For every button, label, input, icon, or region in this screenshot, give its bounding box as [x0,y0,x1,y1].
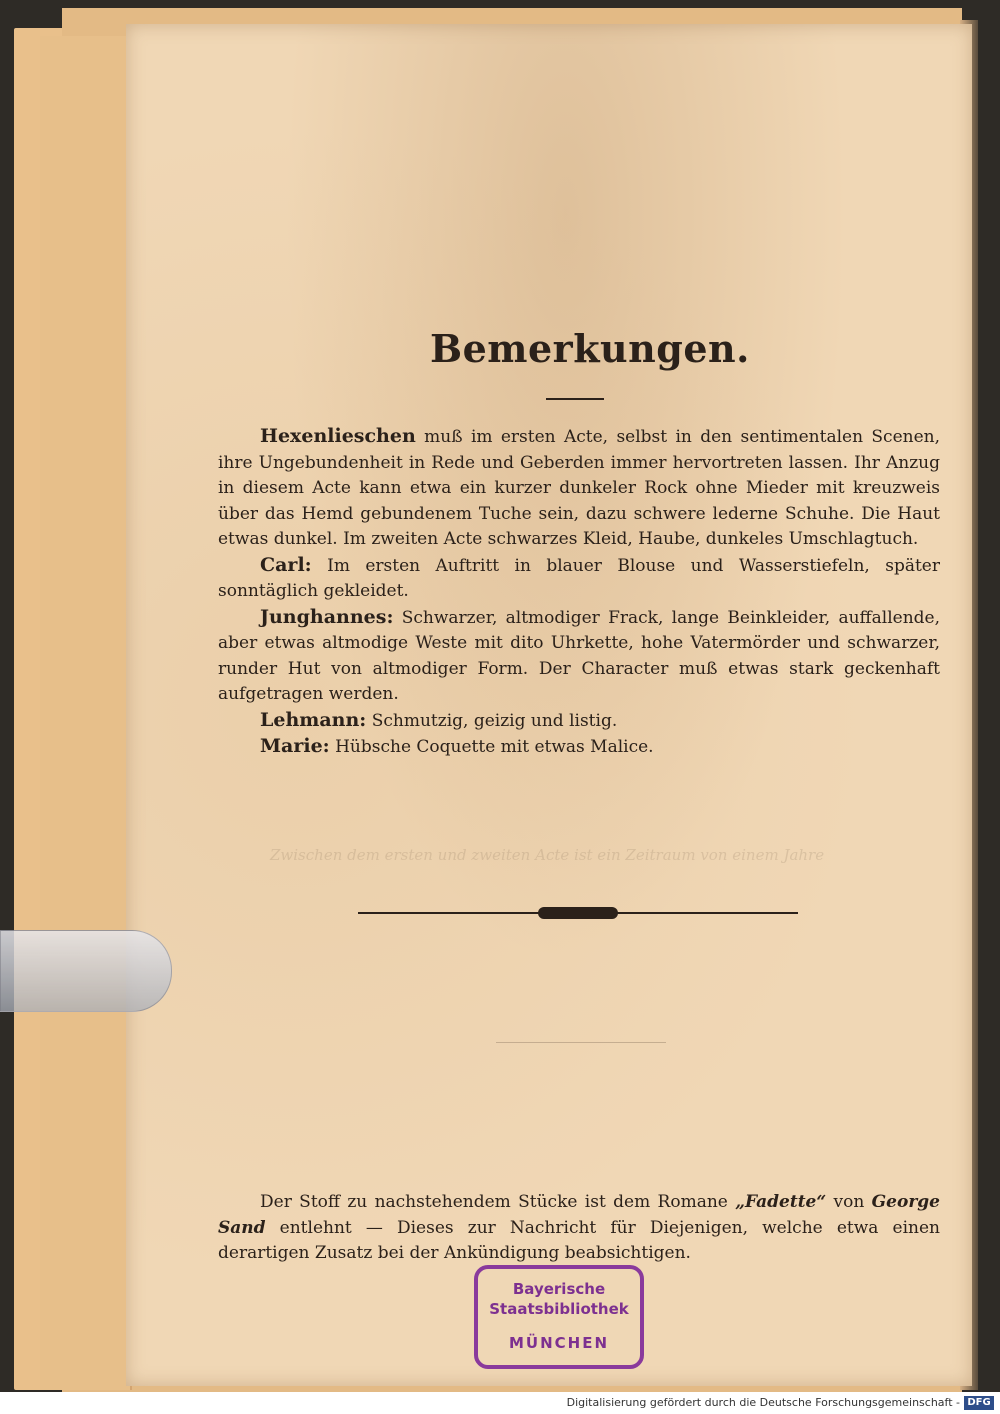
remark-text: Schwarzer, altmodiger Frack, lange Beinkleider, auffallende, aber etwas altmodige Weste mit dito Uhrkette, hohe Vatermörder und schwarzer, runder Hut von altmodiger Form. Der Character muß etwas stark geckenhaft aufgetragen werden. [218,607,940,704]
remark-paragraph [218,708,940,735]
title-rule [546,398,604,400]
note-part: von [826,1192,872,1212]
remark-text: muß im ersten Acte, selbst in den sentimentalen Scenen, ihre Ungebundenheit in Rede und Geberden immer hervortreten lassen. Ihr Anzug in diesem Acte kann etwa ein kurzer dunkeler Rock ohne Mieder mit kreuzweis über das Hemd gebundenem Tuche sein, dazu schwere lederne Schuhe. Die Haut etwas dunkel. Im zweiten Acte schwarzes Kleid, Haube, dunkeles Umschlagtuch. [218,427,940,549]
character-name: Hexenlieschen [260,425,416,447]
character-name: Carl: [260,553,312,576]
page-clip [0,930,172,1012]
source-note [218,1190,940,1267]
stamp-line: MÜNCHEN [508,1334,610,1352]
faint-ornament [496,1042,666,1053]
character-name: Marie: [260,735,330,757]
remarks-body [218,424,940,761]
bleed-through-text: Zwischen dem ersten und zweiten Acte ist ein Zeitraum von einem Jahre [270,846,825,864]
remark-paragraph [218,734,940,761]
stamp-line: Bayerische [512,1280,606,1298]
remark-paragraph [218,605,940,708]
note-part: entlehnt — Dieses zur Nachricht für Diejenigen, welche etwa einen derartigen Zusatz bei der Ankündigung beabsichtigen. [218,1217,940,1263]
binding-edge [40,36,132,1390]
note-part: Der Stoff zu nachstehendem Stücke ist dem Romane [260,1192,736,1212]
divider-ornament [538,907,618,919]
author-name: George Sand [218,1192,940,1238]
character-name: Junghannes: [260,605,394,628]
remark-text: Schmutzig, geizig und listig. [366,710,618,731]
source-note-text [218,1190,940,1267]
remark-text: Im ersten Auftritt in blauer Blouse und Wasserstiefeln, später sonntäglich gekleidet. [218,555,940,601]
funding-caption: Digitalisierung gefördert durch die Deutsche Forschungsgemeinschaft - [566,1396,960,1409]
stamp-line: Staatsbibliothek [489,1300,629,1318]
character-name: Lehmann: [260,708,367,731]
novel-title: „Fadette“ [735,1192,827,1212]
remark-paragraph [218,424,940,553]
page-title: Bemerkungen. [430,326,750,371]
ornamental-divider [358,906,798,920]
dfg-logo: DFG [964,1396,994,1410]
remark-paragraph [218,553,940,605]
remark-text: Hübsche Coquette mit etwas Malice. [329,737,654,757]
library-stamp [474,1265,644,1369]
